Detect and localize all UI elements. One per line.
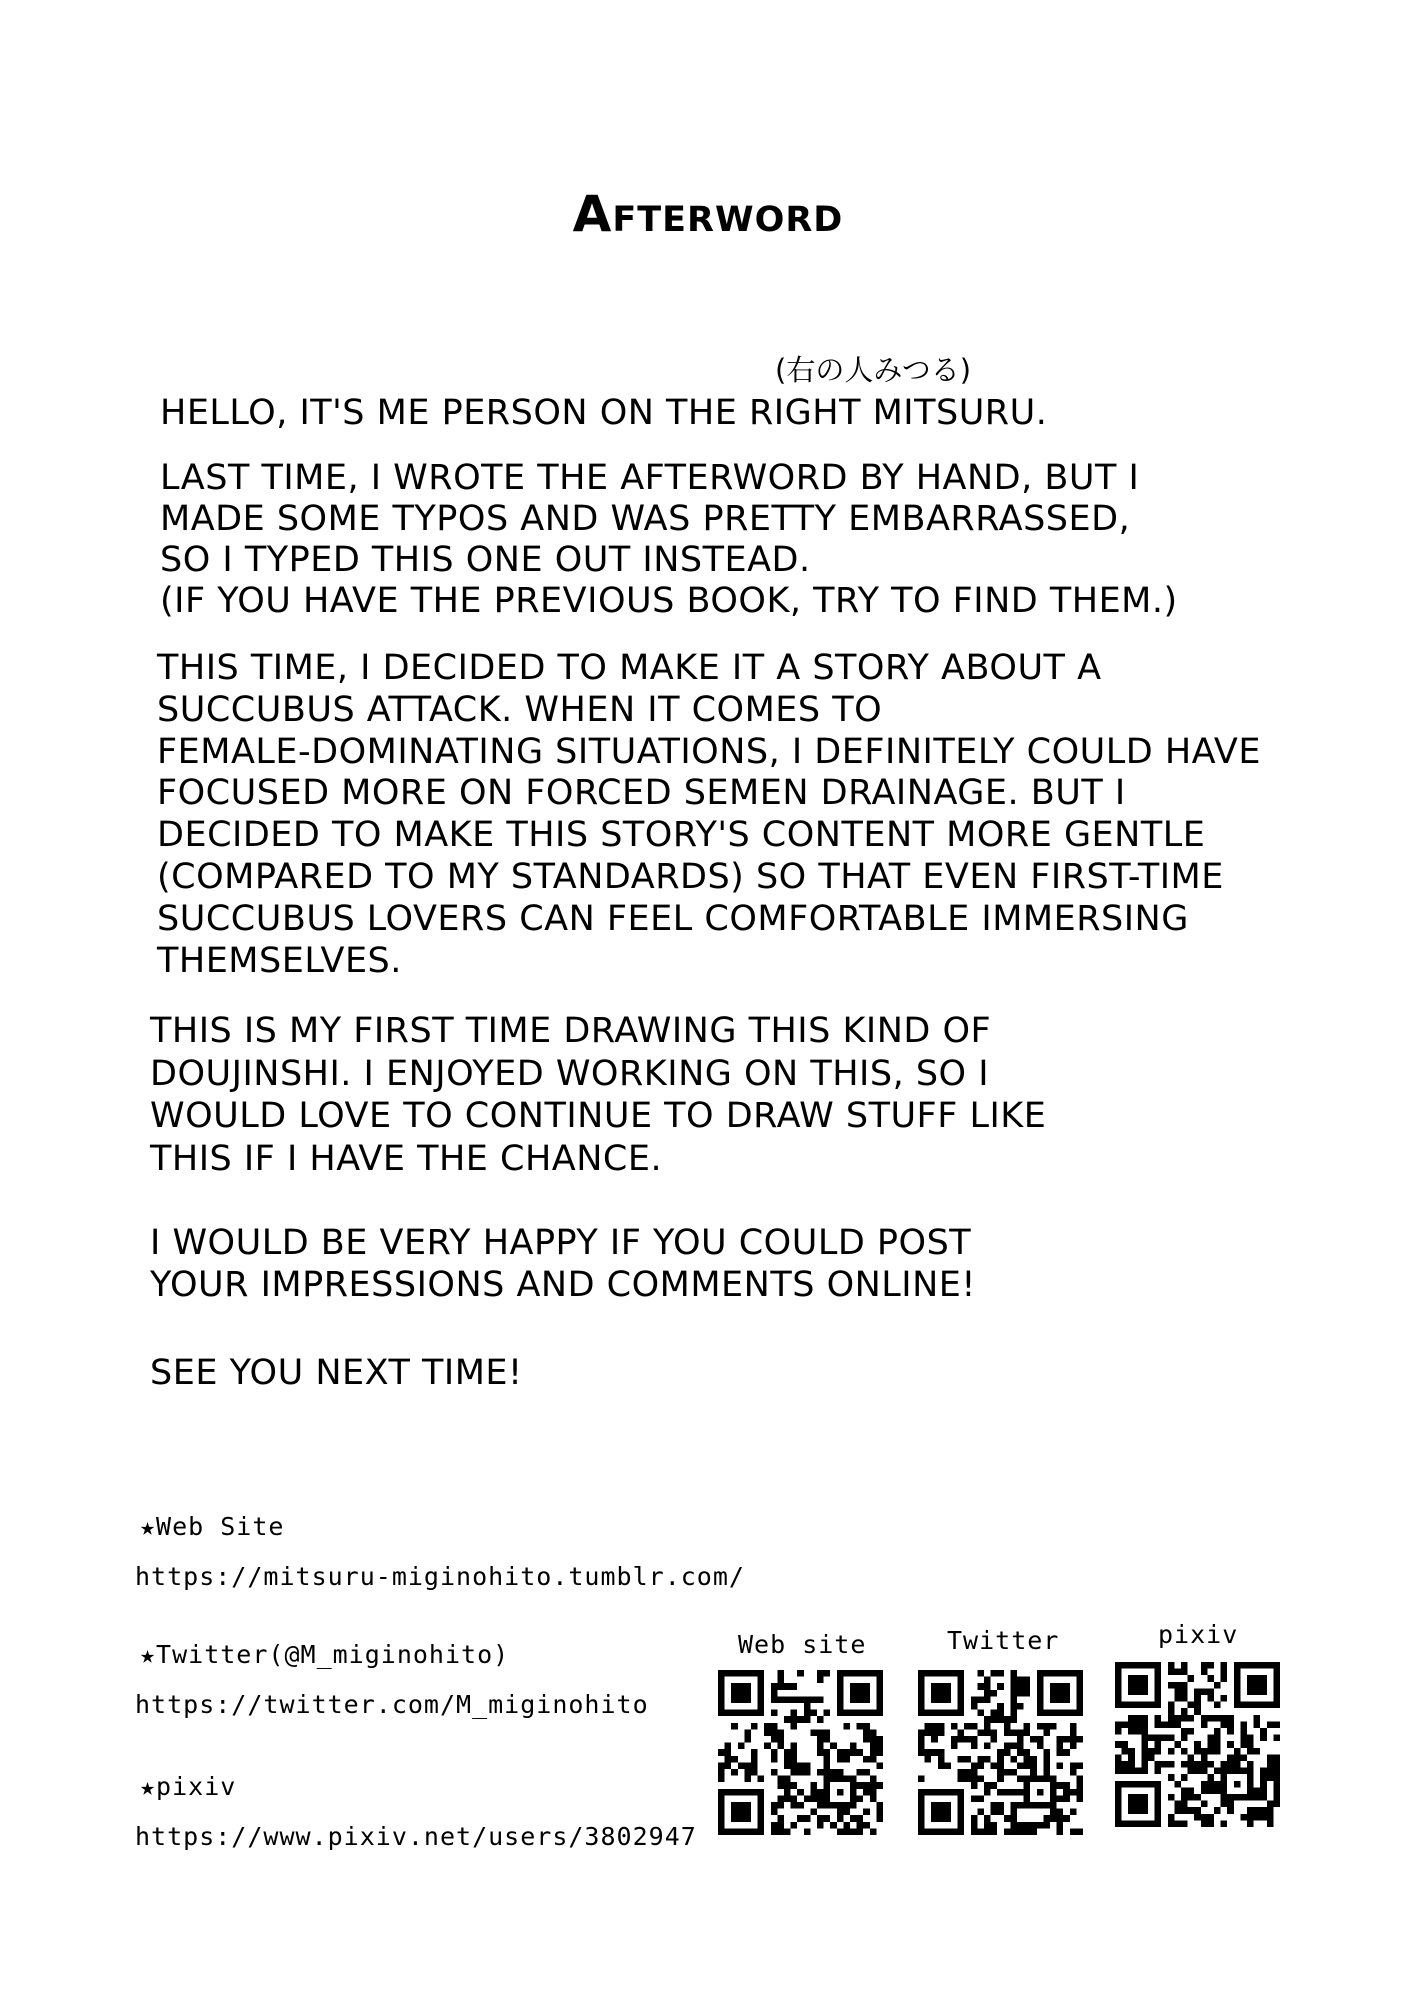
text-line: (IF YOU HAVE THE PREVIOUS BOOK, TRY TO FIND THEM.)	[160, 581, 1178, 621]
text-line: (COMPARED TO MY STANDARDS) SO THAT EVEN FIRST-TIME	[157, 856, 1224, 897]
paragraph-goodbye	[150, 1353, 523, 1393]
text-line: WOULD LOVE TO CONTINUE TO DRAW STUFF LIKE	[150, 1096, 1047, 1137]
text-line: THEMSELVES.	[157, 940, 402, 981]
qr-code-web-site[interactable]	[718, 1670, 883, 1835]
paragraph-hello	[160, 393, 1047, 433]
paragraph-succubus	[157, 648, 1261, 982]
qr-code-pixiv[interactable]	[1115, 1662, 1280, 1827]
text-line: SUCCUBUS ATTACK. WHEN IT COMES TO	[157, 689, 883, 730]
page-title: Afterword	[572, 185, 844, 243]
paragraph-first-time	[150, 1010, 1046, 1180]
text-line: HELLO, IT'S ME PERSON ON THE RIGHT MITSURU.	[160, 393, 1048, 433]
text-line: SEE YOU NEXT TIME!	[150, 1353, 523, 1393]
paragraph-happy	[150, 1222, 976, 1306]
name-note: (右の人みつる)	[775, 353, 972, 387]
web-site-label: ★Web Site	[140, 1512, 285, 1541]
text-line: THIS IS MY FIRST TIME DRAWING THIS KIND OF	[150, 1011, 992, 1051]
web-site-link[interactable]: https://mitsuru-miginohito.tumblr.com/	[135, 1562, 745, 1591]
text-line: I WOULD BE VERY HAPPY IF YOU COULD POST	[150, 1223, 972, 1263]
pixiv-link[interactable]: https://www.pixiv.net/users/3802947	[135, 1822, 697, 1851]
paragraph-typos	[160, 458, 1178, 622]
qr-code-twitter[interactable]	[918, 1670, 1083, 1835]
twitter-link[interactable]: https://twitter.com/M_miginohito	[135, 1690, 649, 1719]
text-line: DECIDED TO MAKE THIS STORY'S CONTENT MORE GENTLE	[157, 815, 1206, 856]
text-line: THIS TIME, I DECIDED TO MAKE IT A STORY ABOUT A	[157, 648, 1102, 688]
pixiv-label: ★pixiv	[140, 1772, 237, 1801]
text-line: MADE SOME TYPOS AND WAS PRETTY EMBARRASSED,	[160, 499, 1131, 539]
text-line: SO I TYPED THIS ONE OUT INSTEAD.	[160, 540, 811, 580]
text-line: SUCCUBUS LOVERS CAN FEEL COMFORTABLE IMMERSING	[157, 898, 1189, 939]
qr-web-label: Web site	[738, 1630, 867, 1659]
text-line: YOUR IMPRESSIONS AND COMMENTS ONLINE!	[150, 1265, 976, 1305]
qr-twitter-label: Twitter	[947, 1626, 1060, 1655]
text-line: FEMALE-DOMINATING SITUATIONS, I DEFINITELY COULD HAVE	[157, 731, 1261, 772]
text-line: LAST TIME, I WROTE THE AFTERWORD BY HAND, BUT I	[160, 458, 1140, 498]
text-line: FOCUSED MORE ON FORCED SEMEN DRAINAGE. BUT I	[157, 773, 1126, 814]
qr-pixiv-label: pixiv	[1158, 1620, 1239, 1649]
text-line: DOUJINSHI. I ENJOYED WORKING ON THIS, SO I	[150, 1053, 990, 1094]
text-line: THIS IF I HAVE THE CHANCE.	[150, 1138, 663, 1179]
twitter-label: ★Twitter(@M_miginohito)	[140, 1640, 510, 1669]
